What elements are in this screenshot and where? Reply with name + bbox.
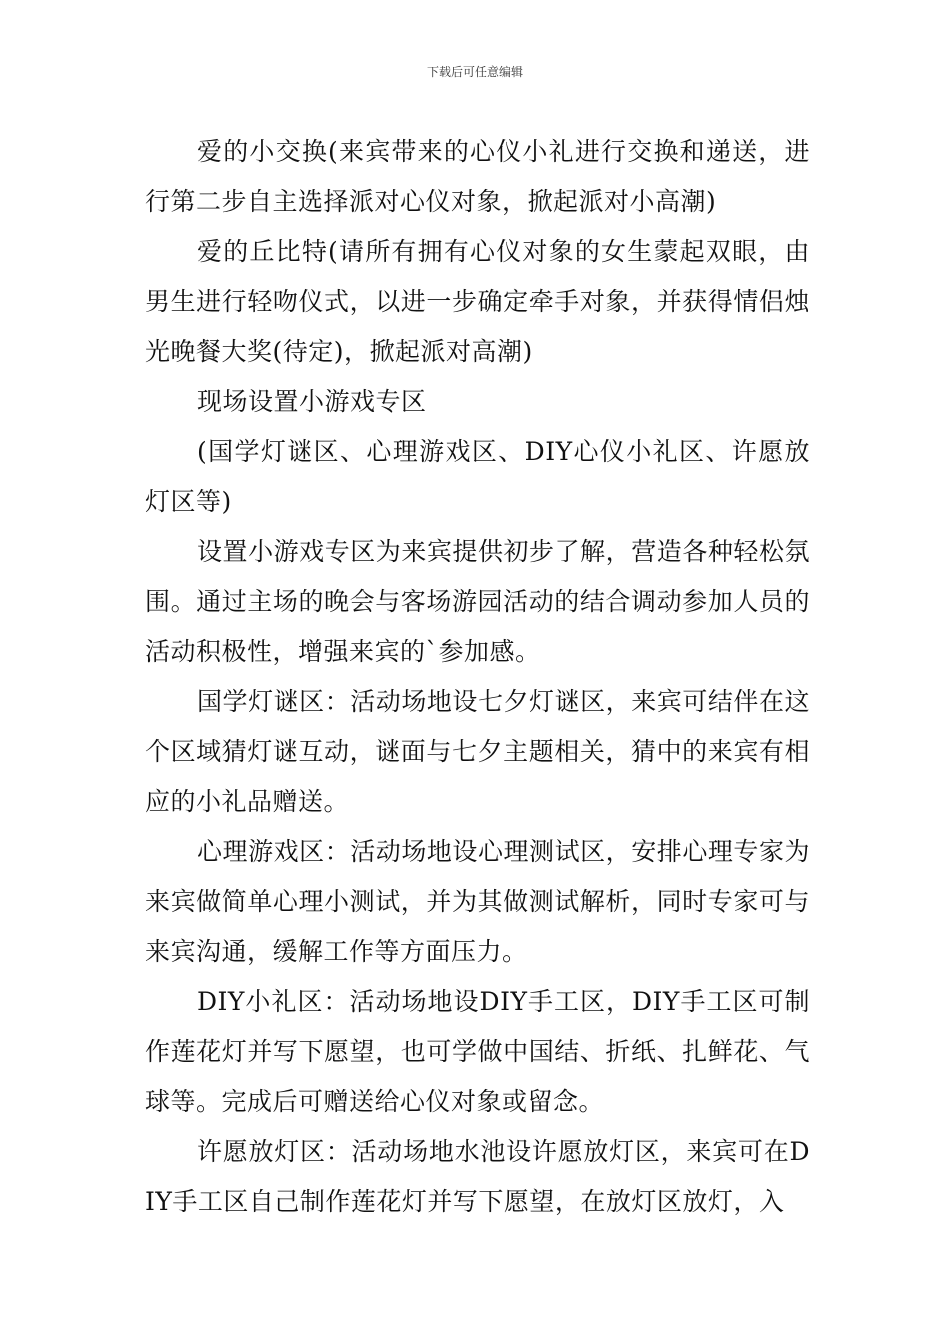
paragraph-wish-lantern: 许愿放灯区：活动场地水池设许愿放灯区，来宾可在DIY手工区自己制作莲花灯并写下愿望，在放灯区放灯，入 — [145, 1137, 810, 1216]
paragraph-game-zone-list: (国学灯谜区、心理游戏区、DIY心仪小礼区、许愿放灯区等) — [145, 437, 810, 516]
paragraph-game-zone-title: 现场设置小游戏专区 — [197, 387, 427, 416]
page-header: 下载后可任意编辑 — [426, 65, 523, 79]
document-body — [145, 127, 810, 1227]
paragraph-cupid: 爱的丘比特(请所有拥有心仪对象的女生蒙起双眼，由男生进行轻吻仪式，以进一步确定牵手对象，并获得情侣烛光晚餐大奖(待定)，掀起派对高潮) — [145, 237, 810, 366]
paragraph-love-exchange: 爱的小交换(来宾带来的心仪小礼进行交换和递送，进行第二步自主选择派对心仪对象，掀起派对小高潮) — [145, 137, 810, 216]
paragraph-psychology-game: 心理游戏区：活动场地设心理测试区，安排心理专家为来宾做简单心理小测试，并为其做测试解析，同时专家可与来宾沟通，缓解工作等方面压力。 — [145, 837, 810, 966]
paragraph-lantern-riddle: 国学灯谜区：活动场地设七夕灯谜区，来宾可结伴在这个区域猜灯谜互动，谜面与七夕主题相关，猜中的来宾有相应的小礼品赠送。 — [145, 687, 810, 816]
paragraph-game-zone-purpose: 设置小游戏专区为来宾提供初步了解，营造各种轻松氛围。通过主场的晚会与客场游园活动的结合调动参加人员的活动积极性，增强来宾的`参加感。 — [145, 537, 810, 666]
paragraph-diy-gift: DIY小礼区：活动场地设DIY手工区，DIY手工区可制作莲花灯并写下愿望，也可学做中国结、折纸、扎鲜花、气球等。完成后可赠送给心仪对象或留念。 — [145, 987, 810, 1116]
